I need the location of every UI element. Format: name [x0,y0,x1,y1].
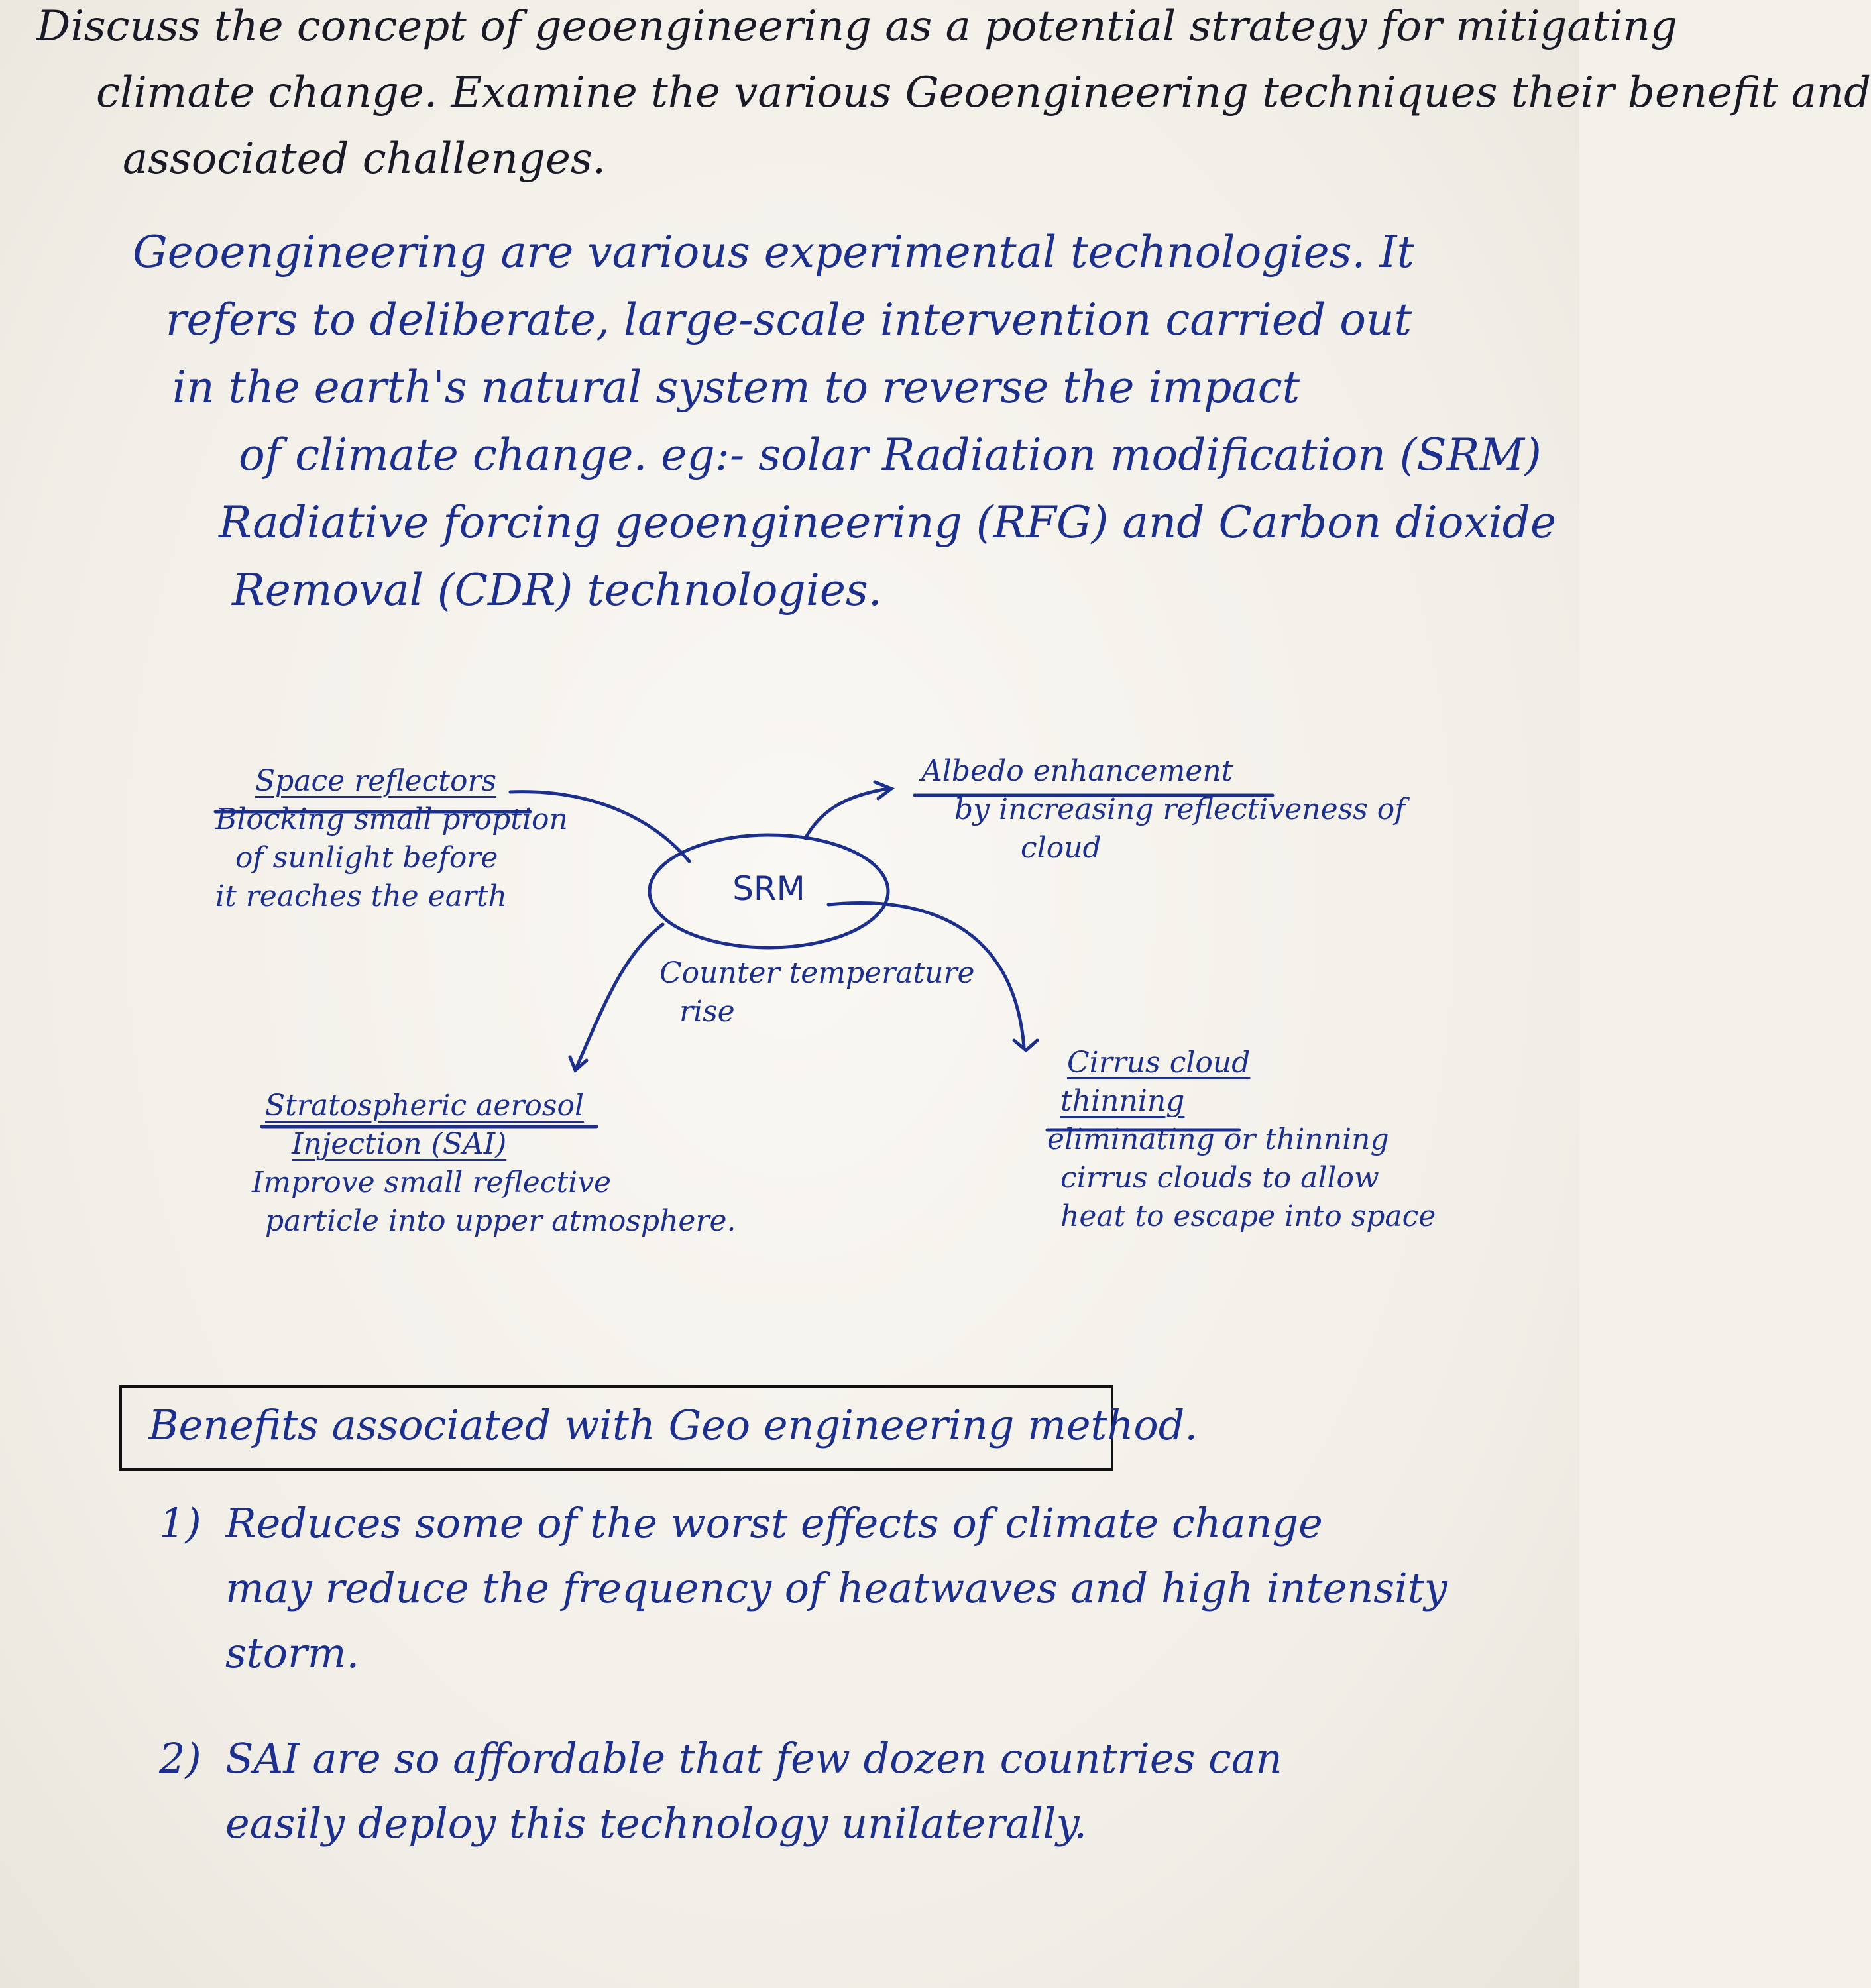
node-title: thinning [1060,1084,1185,1118]
intro-line: in the earth's natural system to reverse the impact [172,362,1300,413]
srm-caption [659,954,975,1031]
benefit-number: 1) [159,1499,201,1547]
srm-caption-line: rise [679,995,735,1028]
srm-caption-line: Counter temperature [659,956,975,990]
srm-center [689,869,848,908]
intro-line: Radiative forcing geoengineering (RFG) and Carbon dioxide [219,497,1557,548]
node-line: Blocking small proption [215,802,568,836]
node-title: Space reflectors [255,764,497,798]
node-title: Injection (SAI) [292,1127,507,1161]
node-line: cirrus clouds to allow [1060,1161,1379,1195]
benefit-line: Reduces some of the worst effects of climate change [225,1499,1323,1547]
connector-sai [577,924,663,1067]
node-line: cloud [1021,831,1102,865]
node-line: it reaches the earth [215,879,507,913]
benefit-line: SAI are so affordable that few dozen countries can [225,1734,1282,1783]
intro-line: refers to deliberate, large-scale intervention carried out [166,294,1412,345]
intro-line: of climate change. eg:- solar Radiation modification (SRM) [239,429,1542,480]
benefits-heading-box [119,1385,1198,1471]
node-line: Improve small reflective [252,1166,612,1199]
benefits-heading: Benefits associated with Geo engineering method. [148,1401,1198,1449]
node-albedo [921,752,1406,867]
intro-line: Geoengineering are various experimental technologies. It [133,227,1415,278]
node-line: eliminating or thinning [1047,1123,1389,1156]
node-line: of sunlight before [235,841,498,875]
intro-line: Removal (CDR) technologies. [232,565,882,616]
benefit-item [159,1491,1447,1686]
benefit-line: storm. [225,1629,360,1677]
question-line: climate change. Examine the various Geoengineering techniques their benefit and [96,68,1871,117]
arrow-cirrus [1014,1040,1037,1050]
connector-albedo [805,789,888,838]
benefit-number: 2) [159,1734,201,1783]
benefit-line: may reduce the frequency of heatwaves and high intensity [225,1564,1447,1612]
node-title: Albedo enhancement [921,754,1233,788]
srm-label: SRM [732,869,805,908]
benefit-item [159,1726,1282,1856]
benefit-line: easily deploy this technology unilaterally. [225,1799,1087,1848]
node-line: heat to escape into space [1060,1199,1436,1233]
node-title: Cirrus cloud [1067,1046,1251,1079]
question-line: Discuss the concept of geoengineering as a potential strategy for mitigating [36,2,1677,51]
node-line: by increasing reflectiveness of [954,793,1406,826]
node-space-reflectors [215,762,568,916]
node-cirrus [1047,1044,1436,1236]
node-sai [252,1087,736,1241]
node-title: Stratospheric aerosol [265,1089,585,1123]
question-line: associated challenges. [123,135,606,184]
node-line: particle into upper atmosphere. [265,1204,736,1238]
